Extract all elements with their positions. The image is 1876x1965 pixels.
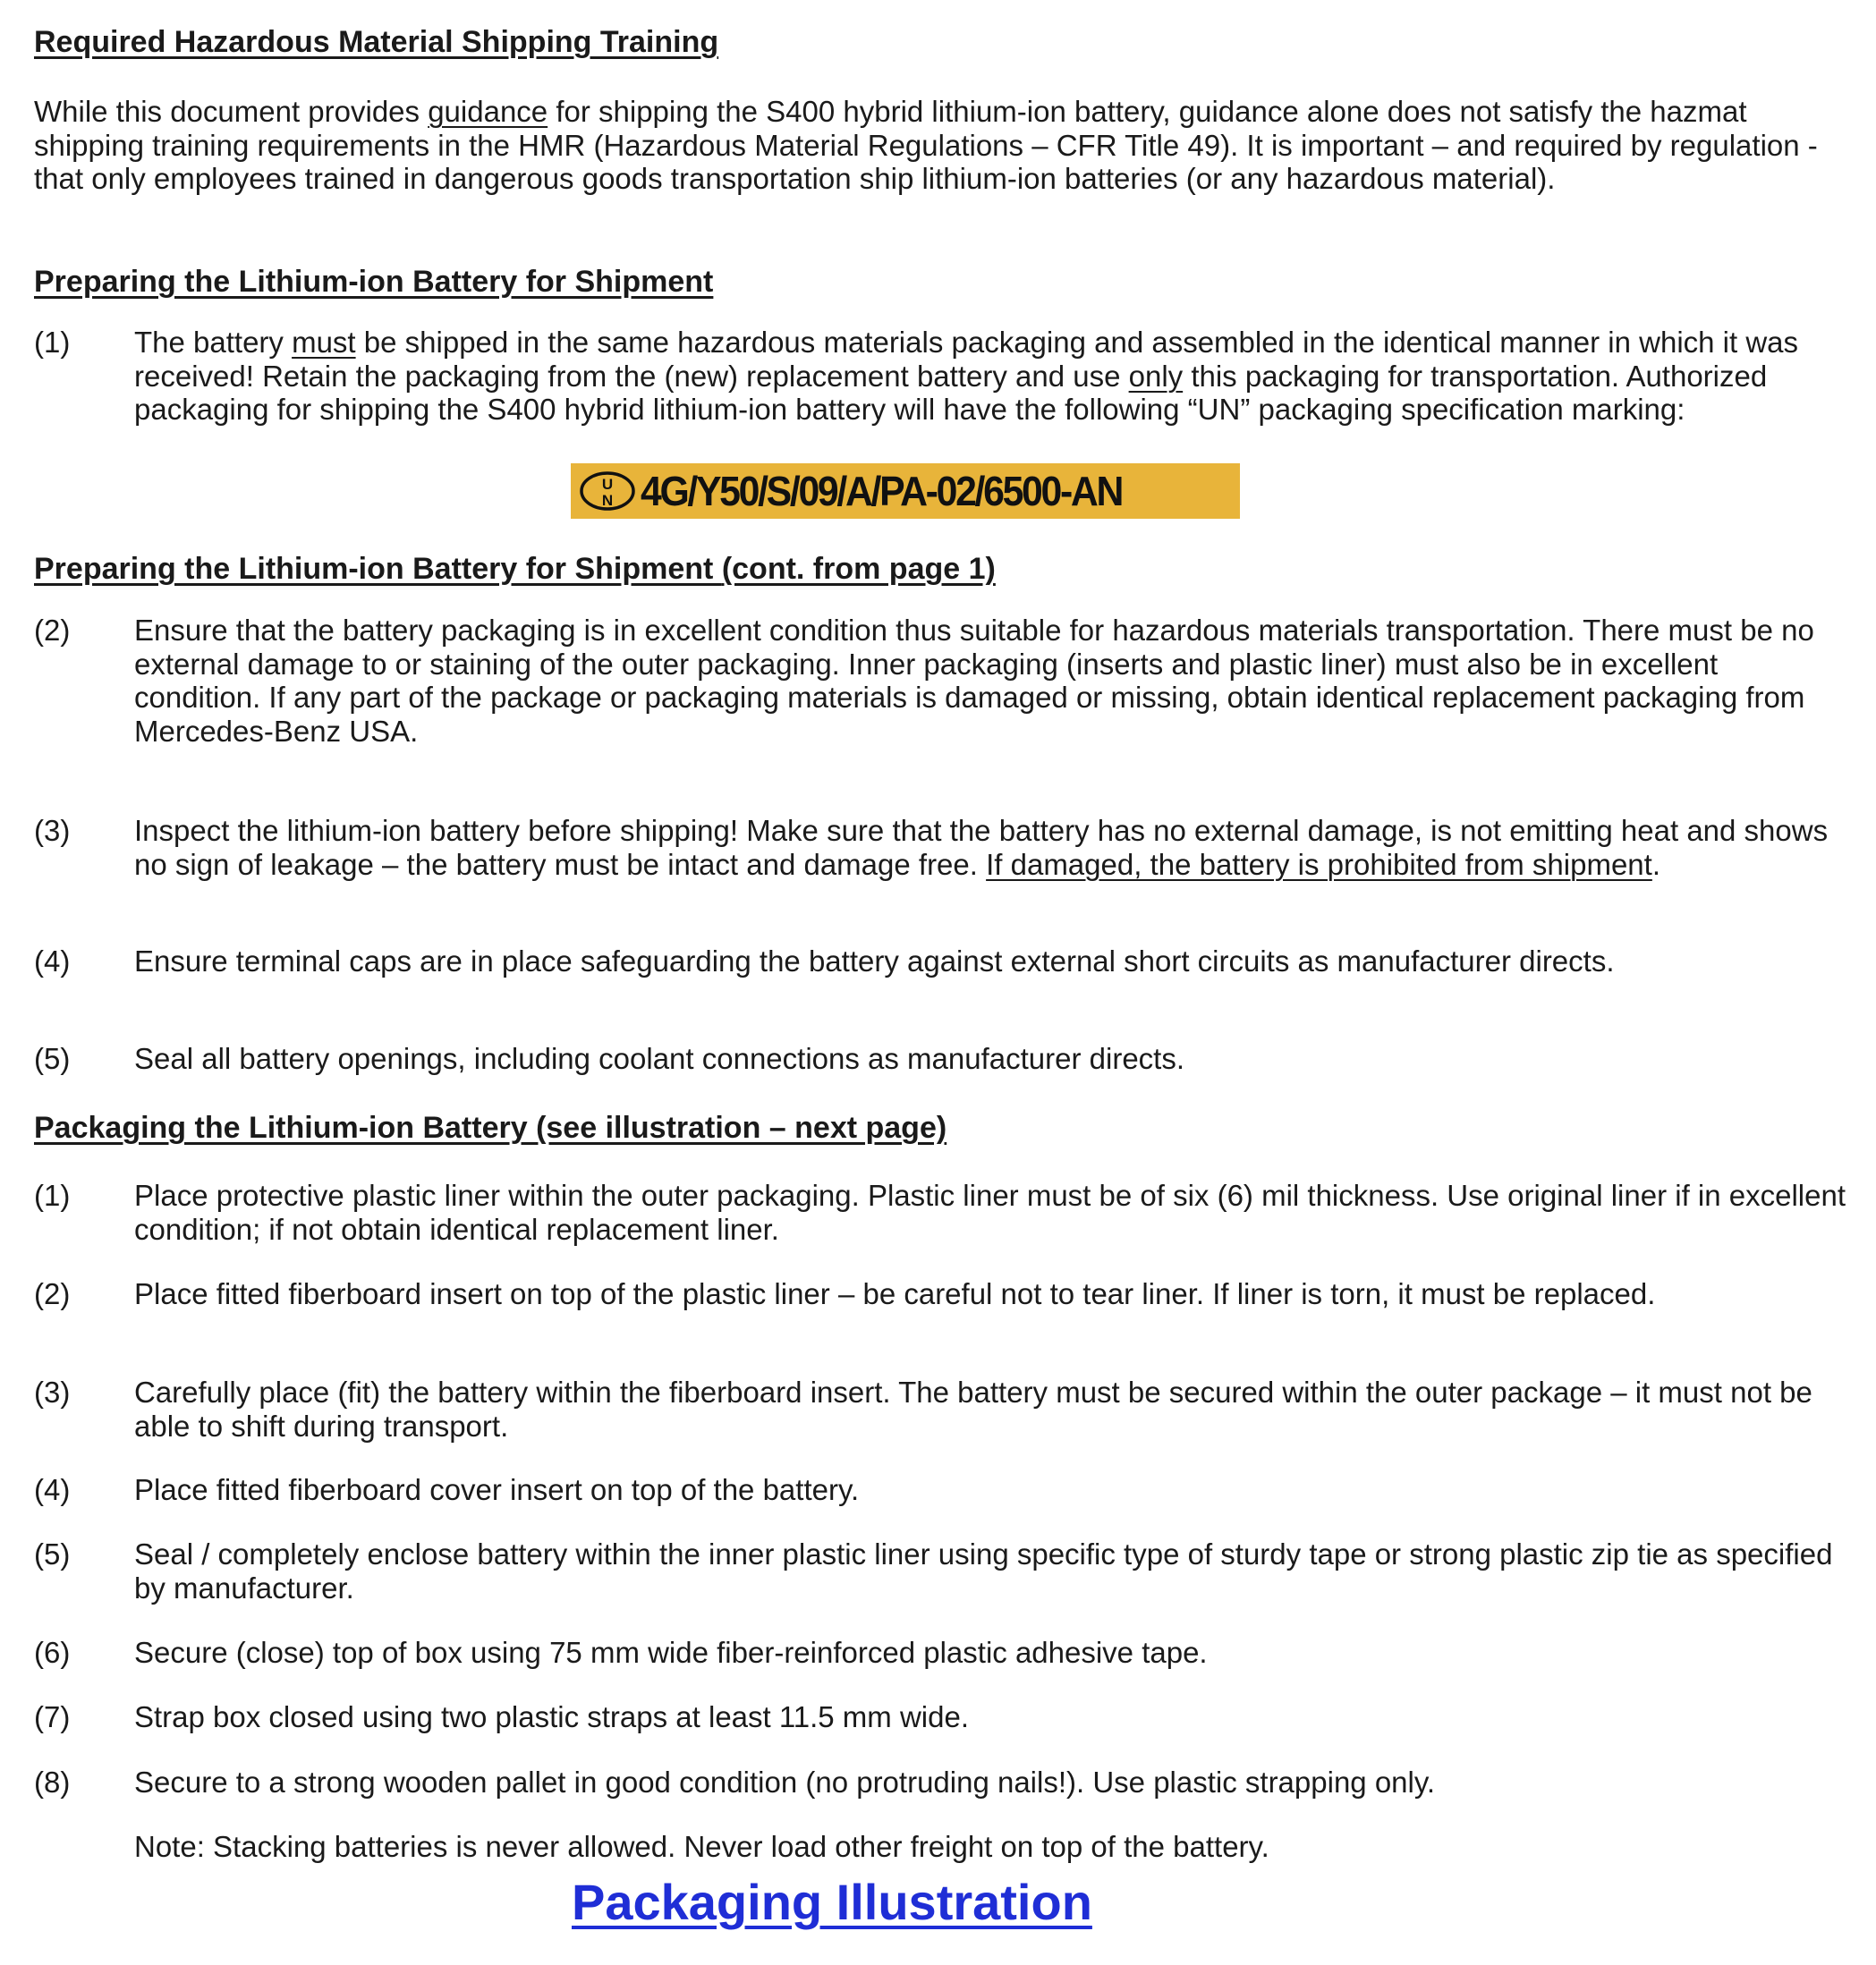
heading-suffix: (cont. from page 1) <box>721 552 996 586</box>
svg-text:N: N <box>601 492 614 509</box>
item-text: Seal / completely enclose battery within the inner plastic liner using specific type of sturdy tape or strong plastic zip tie as specified by manufacturer. <box>134 1537 1833 1605</box>
un-spec-code: 4G/Y50/S/09/A/PA-02/6500-AN <box>641 468 1123 514</box>
training-paragraph <box>34 95 1832 196</box>
packaging-item-5 <box>34 1537 1852 1605</box>
item-number: (5) <box>34 1042 71 1075</box>
prep-cont-item-5 <box>34 1042 1852 1076</box>
packaging-heading: Packaging the Lithium-ion Battery (see illustration – next page) <box>34 1111 947 1145</box>
item-number: (1) <box>34 326 71 359</box>
item-text: Inspect the lithium-ion battery before shipping! Make sure that the battery has no external damage, is not emitting heat and shows no sign of leakage – the battery must be intact and damage free. If damaged, the battery is prohibited from shipment. <box>134 814 1829 881</box>
item-number: (8) <box>34 1766 71 1799</box>
svg-text:U: U <box>601 476 614 493</box>
only-underlined: only <box>1128 359 1184 393</box>
packaging-item-1 <box>34 1179 1852 1246</box>
packaging-illustration-link[interactable]: Packaging Illustration <box>572 1874 1092 1930</box>
packaging-item-2 <box>34 1277 1852 1311</box>
item-text: Place fitted fiberboard cover insert on top of the battery. <box>134 1473 860 1506</box>
item-number: (3) <box>34 1376 71 1409</box>
preparing-item-1 <box>34 326 1852 427</box>
item-text: Ensure terminal caps are in place safeguarding the battery against external short circuits as manufacturer directs. <box>134 944 1615 978</box>
packaging-item-3 <box>34 1376 1852 1443</box>
prohibited-underlined: If damaged, the battery is prohibited from shipment <box>986 847 1652 881</box>
preparing-heading: Preparing the Lithium-ion Battery for Shipment <box>34 265 714 299</box>
item-number: (4) <box>34 1473 71 1506</box>
item-text: Secure to a strong wooden pallet in good condition (no protruding nails!). Use plastic strapping only. <box>134 1766 1436 1799</box>
item-number: (3) <box>34 814 71 847</box>
un-packaging-marking <box>571 463 1240 519</box>
item-text: The battery must be shipped in the same hazardous materials packaging and assembled in the identical manner in which it was received! Retain the packaging from the (new) replacement battery and use only this packaging for transportation. Authorized packaging for shipping the S400 hybrid lithium-ion battery will have the following “UN” packaging specification marking: <box>134 326 1799 426</box>
item-number: (1) <box>34 1179 71 1212</box>
guidance-underlined: guidance <box>428 95 548 128</box>
note-text: Note: Stacking batteries is never allowed. Never load other freight on top of the battery. <box>134 1830 1269 1863</box>
item-number: (4) <box>34 944 71 978</box>
item-text: Carefully place (fit) the battery within the fiberboard insert. The battery must be secured within the outer package – it must not be able to shift during transport. <box>134 1376 1812 1443</box>
item-text: Place fitted fiberboard insert on top of the plastic liner – be careful not to tear liner. If liner is torn, it must be replaced. <box>134 1277 1656 1310</box>
item-number: (6) <box>34 1636 71 1669</box>
prep-cont-item-4 <box>34 944 1852 978</box>
preparing-cont-heading: Preparing the Lithium-ion Battery for Shipment (cont. from page 1) <box>34 552 996 586</box>
item-text: Ensure that the battery packaging is in excellent condition thus suitable for hazardous materials transportation. There must be no external damage to or staining of the outer packaging. Inner packaging (inserts and plastic liner) must also be in excellent condition. If any part of the package or packaging materials is damaged or missing, obtain identical replacement packaging from Mercedes-Benz USA. <box>134 614 1814 748</box>
packaging-item-8 <box>34 1766 1852 1800</box>
item-number: (2) <box>34 1277 71 1310</box>
training-text-2: for shipping the S400 hybrid lithium-ion battery, guidance alone does not satisfy the hazmat shipping training requirements in the HMR (Hazardous Material Regulations – CFR Title 49). It is important – and required by regulation - that only employees trained in dangerous goods transportation ship lithium-ion batteries (or any hazardous material). <box>34 95 1818 195</box>
packaging-item-7 <box>34 1700 1852 1734</box>
training-heading: Required Hazardous Material Shipping Training <box>34 25 719 59</box>
must-underlined: must <box>292 326 356 359</box>
item-text: Place protective plastic liner within the outer packaging. Plastic liner must be of six (6) mil thickness. Use original liner if in excellent condition; if not obtain identical replacement liner. <box>134 1179 1846 1246</box>
packaging-note <box>34 1830 1852 1864</box>
item-text: Seal all battery openings, including coolant connections as manufacturer directs. <box>134 1042 1185 1075</box>
item-text: Secure (close) top of box using 75 mm wide fiber-reinforced plastic adhesive tape. <box>134 1636 1208 1669</box>
item-number: (2) <box>34 614 71 647</box>
prep-cont-item-3 <box>34 814 1852 881</box>
packaging-item-6 <box>34 1636 1852 1670</box>
item-number: (7) <box>34 1700 71 1733</box>
training-text-1: While this document provides <box>34 95 429 128</box>
un-symbol-icon <box>580 470 637 512</box>
packaging-item-4 <box>34 1473 1852 1507</box>
prep-cont-item-2 <box>34 614 1852 748</box>
item-number: (5) <box>34 1537 71 1571</box>
item-text: Strap box closed using two plastic straps at least 11.5 mm wide. <box>134 1700 969 1733</box>
